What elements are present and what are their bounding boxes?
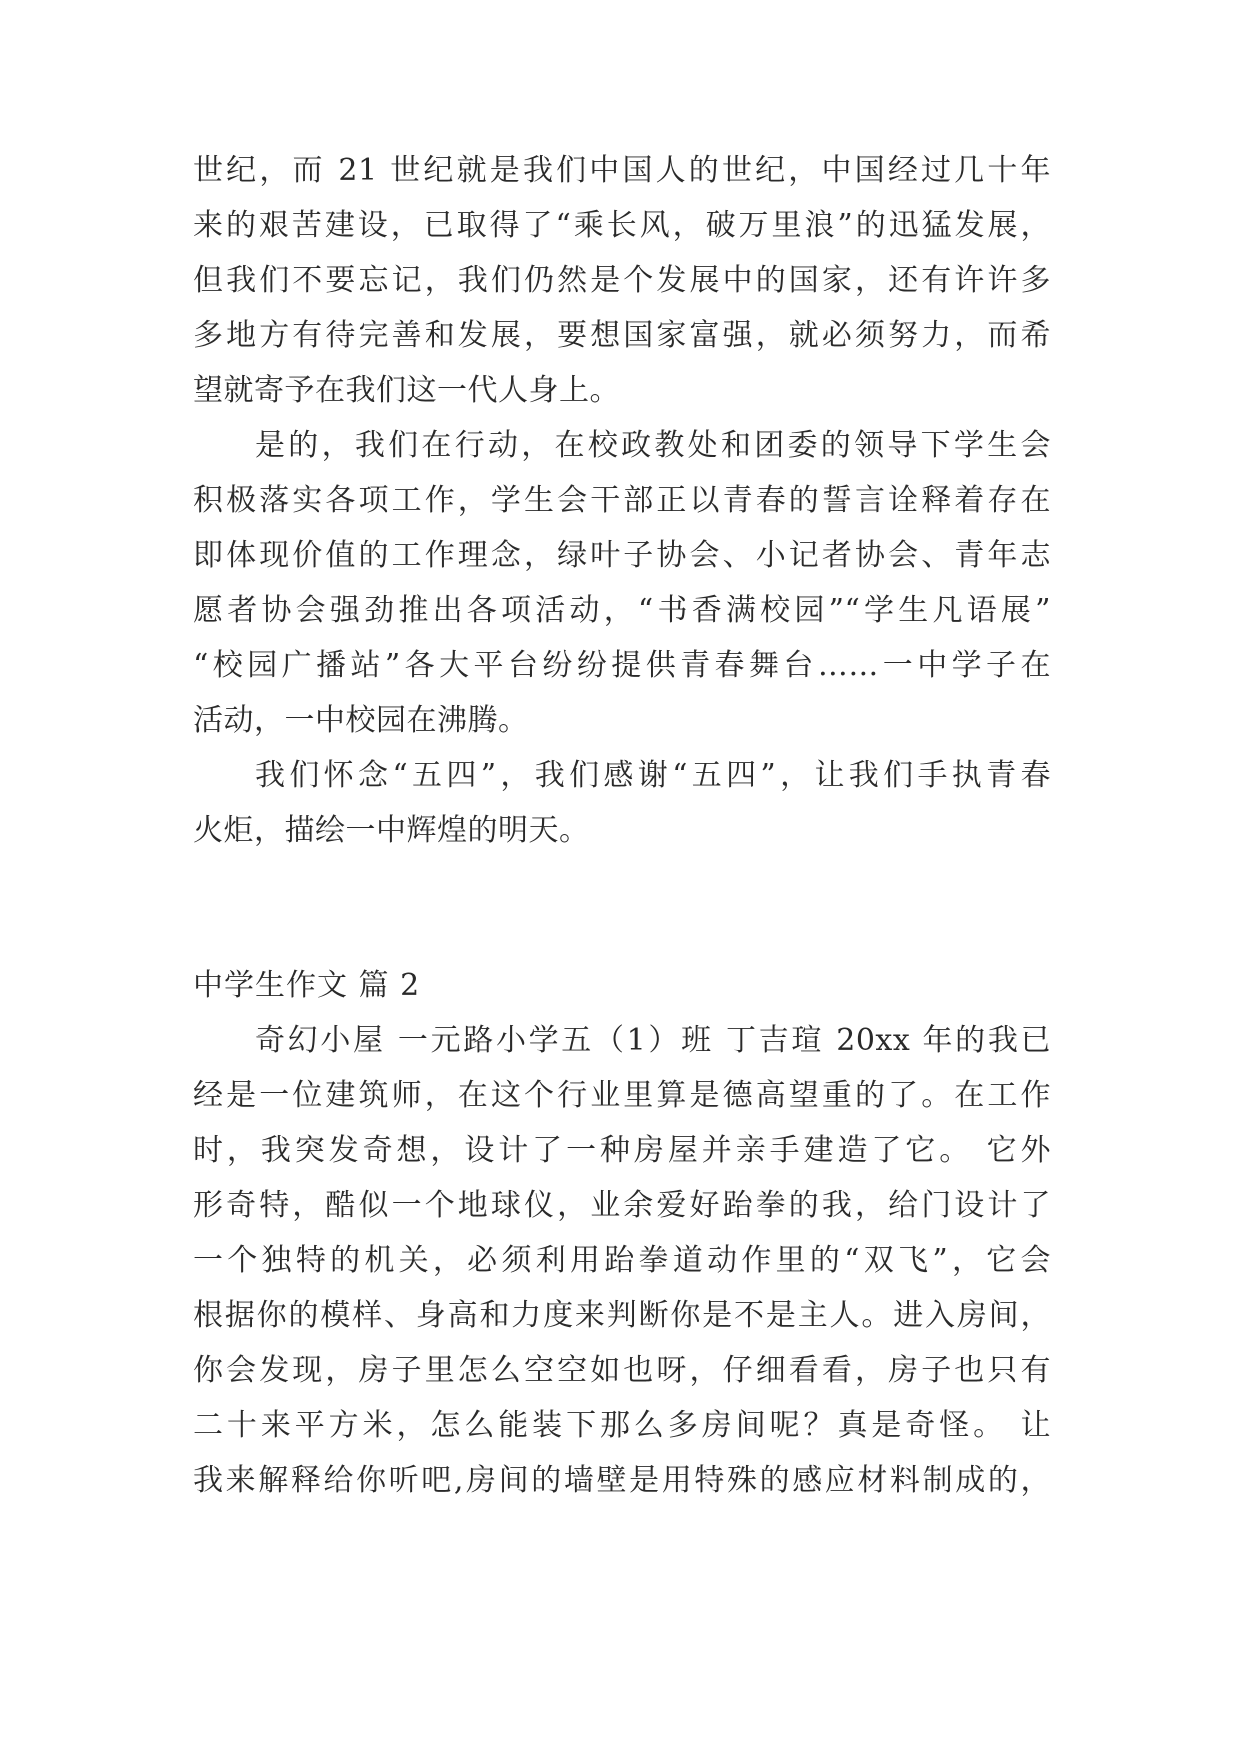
text-line: 是的，我们在行动，在校政教处和团委的领导下学生会 xyxy=(255,428,1051,463)
text-line: 即体现价值的工作理念，绿叶子协会、小记者协会、青年志 xyxy=(193,538,1051,573)
text-line: 多地方有待完善和发展，要想国家富强，就必须努力，而希 xyxy=(193,318,1051,353)
text-line: 我们怀念“五四”，我们感谢“五四”，让我们手执青春 xyxy=(255,758,1051,793)
text-line: “校园广播站”各大平台纷纷提供青春舞台……一中学子在 xyxy=(193,648,1051,683)
text-line: 你会发现，房子里怎么空空如也呀，仔细看看，房子也只有 xyxy=(193,1353,1051,1388)
text-line: 二十来平方米，怎么能装下那么多房间呢？真是奇怪。 让 xyxy=(193,1408,1051,1443)
text-line: 活动，一中校园在沸腾。 xyxy=(193,703,529,738)
text-line: 时，我突发奇想，设计了一种房屋并亲手建造了它。 它外 xyxy=(193,1133,1051,1168)
text-line: 根据你的模样、身高和力度来判断你是不是主人。进入房间， xyxy=(193,1298,1051,1333)
text-line: 奇幻小屋 一元路小学五（1）班 丁吉瑄 20xx 年的我已 xyxy=(255,1023,1051,1058)
text-line: 积极落实各项工作，学生会干部正以青春的誓言诠释着存在 xyxy=(193,483,1051,518)
text-line: 愿者协会强劲推出各项活动，“书香满校园”“学生凡语展” xyxy=(193,593,1051,628)
text-line: 但我们不要忘记，我们仍然是个发展中的国家，还有许许多 xyxy=(193,263,1051,298)
text-line: 火炬，描绘一中辉煌的明天。 xyxy=(193,813,590,848)
text-line: 世纪，而 21 世纪就是我们中国人的世纪，中国经过几十年 xyxy=(193,153,1051,188)
text-line: 来的艰苦建设，已取得了“乘长风，破万里浪”的迅猛发展， xyxy=(193,208,1051,243)
section-heading: 中学生作文 篇 2 xyxy=(193,968,421,1003)
text-line: 望就寄予在我们这一代人身上。 xyxy=(193,373,620,408)
text-line: 我来解释给你听吧,房间的墙壁是用特殊的感应材料制成的， xyxy=(193,1463,1051,1498)
text-line: 一个独特的机关，必须利用跆拳道动作里的“双飞”，它会 xyxy=(193,1243,1051,1278)
text-line: 形奇特，酷似一个地球仪，业余爱好跆拳的我，给门设计了 xyxy=(193,1188,1051,1223)
text-line: 经是一位建筑师，在这个行业里算是德高望重的了。在工作 xyxy=(193,1078,1051,1113)
